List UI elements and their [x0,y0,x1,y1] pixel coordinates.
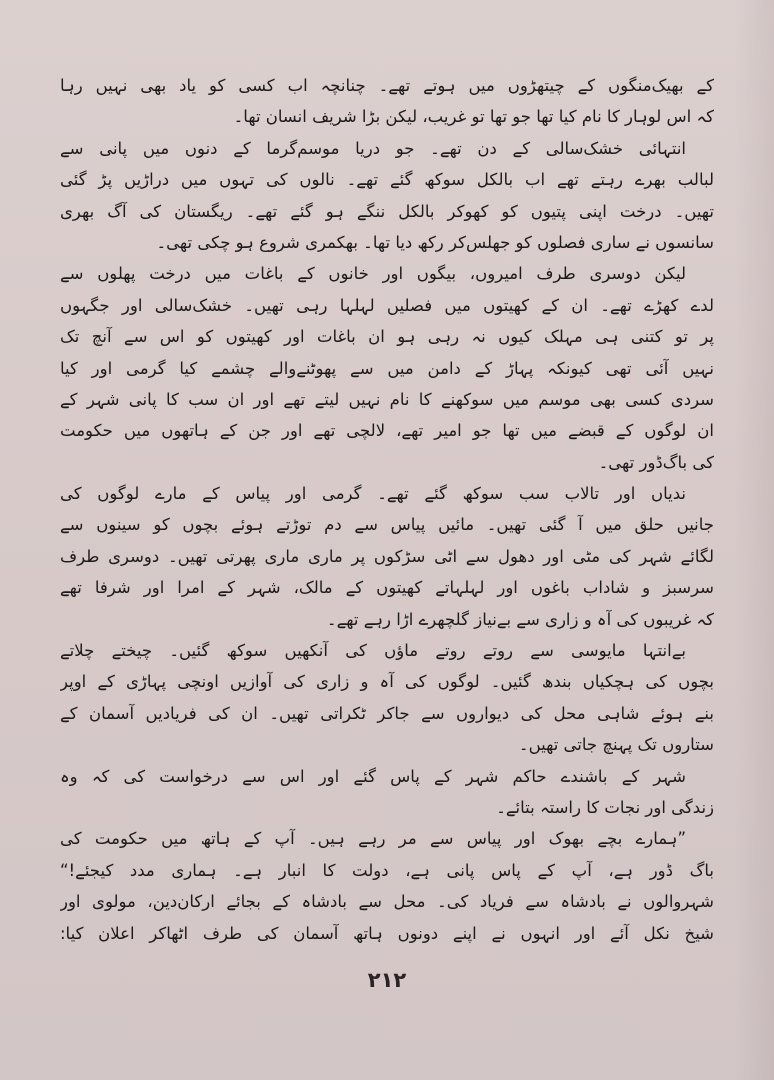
text-line: بچوں کی ہچکیاں بندھ گئیں۔ لوگوں کی آہ و زاری کی آوازیں اونچی پہاڑی کے اوپر [60,672,714,692]
text-line: کے بھیک‌منگوں کے چیتھڑوں میں ہوتے تھے۔ چنانچہ اب کسی کو یاد بھی نہیں رہا [60,76,714,95]
text-line: سرسبز و شاداب باغوں اور لہلہاتے کھیتوں کے مالک، شہر کے امرا اور شرفا تھے [60,578,714,598]
page-number: ۲۱۲ [367,968,407,992]
text-line: کہ اس لوہار کا نام کیا تھا جو تھا تو غریب، لیکن بڑا شریف انسان تھا۔ [233,107,714,127]
text-line: جانیں حلق میں آ گئی تھیں۔ مائیں پیاس سے دم توڑتے ہوئے بچوں کو سینوں سے [60,515,714,535]
body-text [60,70,714,949]
text-line: تھیں۔ درخت اپنی پتیوں کو کھوکر بالکل ننگے ہو گئے تھے۔ ریگستان کی آگ بھری [60,201,714,221]
text-line: کی باگ‌ڈور تھی۔ [598,452,714,472]
text-line: لگائے شہر کی مٹی اور دھول سے اٹی سڑکوں پر ماری ماری پھرتی تھیں۔ دوسری طرف [60,546,714,566]
text-line: ان لوگوں کے قبضے میں تھا جو امیر تھے، لالچی تھے اور جن کے ہاتھوں میں حکومت [60,421,714,441]
paragraph-start-line: بےانتہا مایوسی سے روتے روتے ماؤں کی آنکھیں سوکھ گئیں۔ چیختے چلاتے [60,641,686,661]
text-line: ستاروں تک پہنچ جاتی تھیں۔ [518,735,714,755]
text-line: پر تو کتنی ہی مہلک کیوں نہ رہی ہو ان باغات اور کھیتوں کو اس سے آنچ تک [60,327,714,347]
text-line: بنے ہوئے شاہی محل کی دیواروں سے جاکر ٹکراتی تھیں۔ ان کی فریادیں آسمان کے [60,703,714,723]
paragraph-start-line: شہر کے باشندے حاکم شہر کے پاس گئے اور اس سے درخواست کی کہ وہ [60,766,686,786]
paragraph-start-line: انتہائی خشک‌سالی کے دن تھے۔ جو دریا موسم‌گرما کے دنوں میں پانی سے [60,138,686,158]
paragraph-start-line: ندیاں اور تالاب سب سوکھ گئے تھے۔ گرمی اور پیاس کے مارے لوگوں کی [60,484,686,504]
paragraph-start-line: لیکن دوسری طرف امیروں، بیگوں اور خانوں کے باغات میں درخت پھلوں سے [60,264,686,284]
text-line: کہ غریبوں کی آہ و زاری سے بےنیاز گلچھرے اڑا رہے تھے۔ [326,609,714,629]
text-line: نہیں آئی تھی کیونکہ پہاڑ کے دامن میں سے پھوٹنے‌والے چشمے کیا گرمی اور کیا [60,358,714,378]
text-line: زندگی اور نجات کا راستہ بتائے۔ [496,797,714,817]
text-line: سردی کسی بھی موسم میں سوکھنے کا نام نہیں لیتے تھے اور ان سب کا پانی شہر کے [60,389,714,409]
text-line: سانسوں نے ساری فصلوں کو جھلس‌کر رکھ دیا تھا۔ بھکمری شروع ہو چکی تھی۔ [156,232,714,252]
paragraph-start-line: ”ہمارے بچے بھوک اور پیاس سے مر رہے ہیں۔ آپ کے ہاتھ میں حکومت کی [60,829,686,849]
text-line: لدے کھڑے تھے۔ ان کے کھیتوں میں فصلیں لہلہا رہی تھیں۔ خشک‌سالی اور جگہوں [60,295,714,315]
text-line: شیخ نکل آئے اور انہوں نے اپنے دونوں ہاتھ آسمان کی طرف اٹھاکر اعلان کیا: [60,923,714,943]
text-line: شہروالوں نے بادشاہ سے فریاد کی۔ محل سے بادشاہ کے بجائے ارکان‌دین، مولوی اور [60,892,714,912]
text-line: لبالب بھرے رہتے تھے اب بالکل سوکھ گئے تھے۔ نالوں کی تہوں میں دراڑیں پڑ گئی [60,170,714,190]
text-line: باگ ڈور ہے، آپ کے پاس پانی ہے، دولت کا انبار ہے۔ ہماری مدد کیجئے!“ [60,860,714,880]
